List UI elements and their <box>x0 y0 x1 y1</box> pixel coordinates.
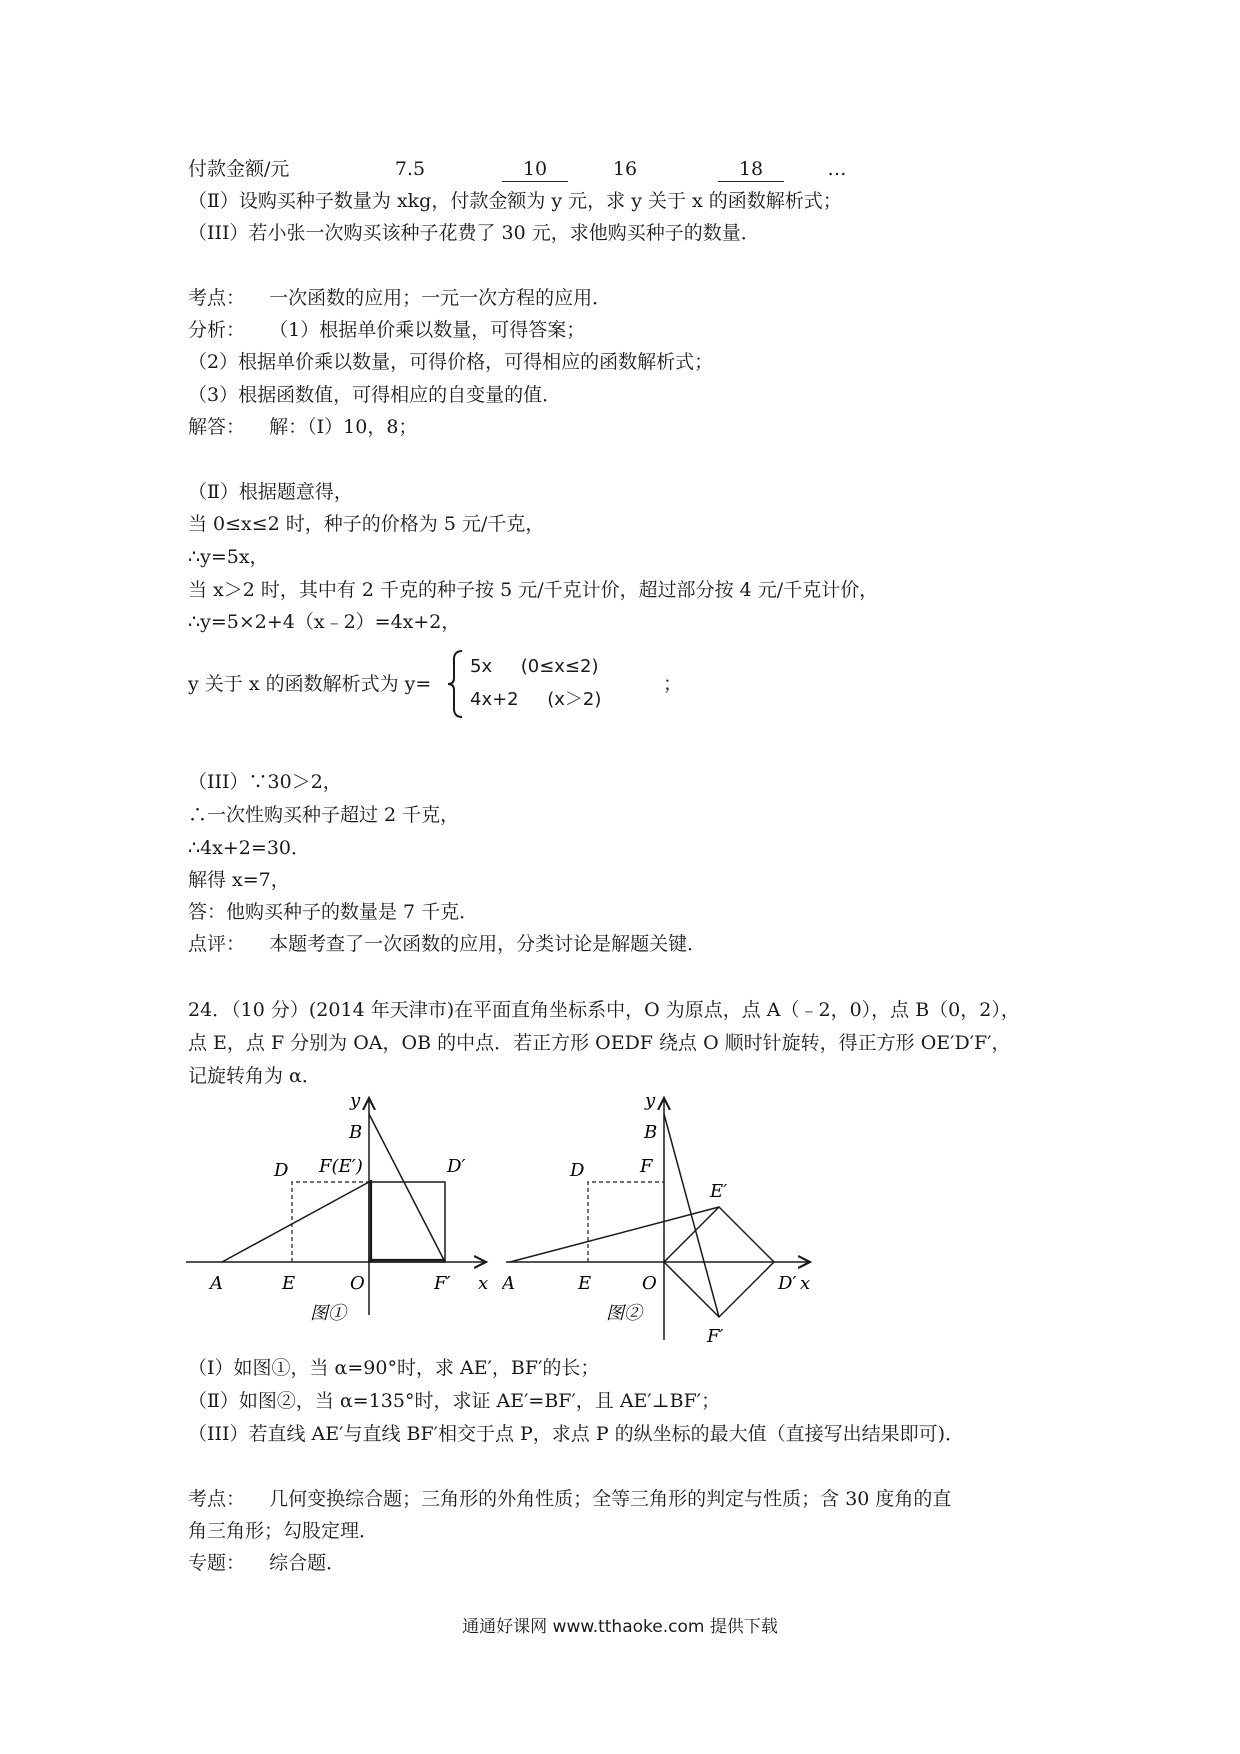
label-f-e-prime: F(E′) <box>319 1156 363 1177</box>
label-a: A <box>502 1273 515 1294</box>
q23-part3: （III）若小张一次购买该种子花费了 30 元，求他购买种子的数量． <box>188 222 760 244</box>
label-a: A <box>210 1273 223 1294</box>
label-f-prime: F′ <box>707 1326 724 1347</box>
q23-fenxi: 分析： （1）根据单价乘以数量，可得答案； <box>188 319 586 341</box>
square-oedf-dashed <box>588 1182 664 1262</box>
table-cell: … <box>827 158 847 180</box>
label-y: y <box>645 1090 656 1111</box>
label-o: O <box>350 1273 365 1294</box>
label-d: D <box>274 1160 289 1181</box>
segment-bf <box>369 1114 445 1262</box>
figure-1 <box>182 1090 502 1330</box>
q23-solution-line: 当 0≤x≤2 时，种子的价格为 5 元/千克， <box>188 513 545 535</box>
q23-fenxi2: （2）根据单价乘以数量，可得价格，可得相应的函数解析式； <box>188 351 714 373</box>
q24-part1: （Ⅰ）如图①，当 α=90°时，求 AE′，BF′的长； <box>188 1357 600 1379</box>
segment-ae <box>222 1182 369 1262</box>
q23-kaodian: 考点： 一次函数的应用；一元一次方程的应用． <box>188 287 612 309</box>
q23-solution-line: （III）∵30＞2， <box>188 771 342 793</box>
label-b: B <box>644 1122 658 1143</box>
label-y: y <box>350 1090 361 1111</box>
figure-2-caption: 图② <box>606 1303 642 1324</box>
q23-solution-line: ∴y=5×2+4（x﹣2）=4x+2， <box>188 611 461 633</box>
q23-solution-line: ∴一次性购买种子超过 2 千克， <box>188 804 460 826</box>
q24-kaodian: 角三角形；勾股定理． <box>188 1520 379 1542</box>
piecewise-semicolon: ； <box>663 673 683 695</box>
q23-dianping: 点评： 本题考查了一次函数的应用，分类讨论是解题关键． <box>188 933 707 955</box>
rotated-square <box>369 1182 445 1262</box>
label-x: x <box>478 1273 489 1294</box>
q24-kaodian: 考点： 几何变换综合题；三角形的外角性质；全等三角形的判定与性质；含 30 度角的直 <box>188 1488 952 1510</box>
q23-solution-line: ∴4x+2=30． <box>188 837 310 859</box>
page-footer: 通通好课网 www.tthaoke.com 提供下载 <box>462 1617 778 1637</box>
q24-part3: （III）若直线 AE′与直线 BF′相交于点 P，求点 P 的纵坐标的最大值（直接写出结果即可)． <box>188 1423 965 1445</box>
table-cell: 18 <box>718 157 784 182</box>
q23-part2: （Ⅱ）设购买种子数量为 xkg，付款金额为 y 元，求 y 关于 x 的函数解析式； <box>188 190 842 212</box>
piecewise-case-1: 5x (0≤x≤2) <box>470 656 599 677</box>
table-row-label: 付款金额/元 <box>188 158 290 180</box>
q23-solution-line: 答：他购买种子的数量是 7 千克． <box>188 901 479 923</box>
label-b: B <box>349 1122 363 1143</box>
q24-zhuanti: 专题： 综合题． <box>188 1552 346 1574</box>
label-d-prime: D′ <box>778 1273 797 1294</box>
label-f: F <box>640 1156 653 1177</box>
label-e-prime: E′ <box>710 1181 728 1202</box>
q23-jieda: 解答： 解：（Ⅰ）10，8； <box>188 416 418 438</box>
piecewise-brace-icon <box>446 648 466 720</box>
table-cell: 16 <box>612 158 638 180</box>
q23-solution-line: ∴y=5x， <box>188 546 269 568</box>
q24-stem: 记旋转角为 α． <box>188 1065 321 1087</box>
label-e: E <box>578 1273 592 1294</box>
label-e: E <box>282 1273 296 1294</box>
q24-stem: 24．（10 分）(2014 年天津市)在平面直角坐标系中，O 为原点，点 A（﹣2，0），点 B（0，2）， <box>188 999 1020 1021</box>
segment-ae-prime <box>510 1207 719 1262</box>
q23-piecewise-lead: y 关于 x 的函数解析式为 y= <box>188 673 432 695</box>
label-d-prime: D′ <box>447 1156 466 1177</box>
table-cell: 10 <box>502 157 568 182</box>
q23-solution-line: 解得 x=7， <box>188 869 290 891</box>
q24-part2: （Ⅱ）如图②，当 α=135°时，求证 AE′=BF′，且 AE′⊥BF′； <box>188 1390 721 1412</box>
figure-2 <box>502 1090 832 1350</box>
q23-solution-line: （Ⅱ）根据题意得， <box>188 481 353 503</box>
figure-1-caption: 图① <box>310 1303 346 1324</box>
q23-solution-line: 当 x＞2 时，其中有 2 千克的种子按 5 元/千克计价，超过部分按 4 元/千克计价， <box>188 579 879 601</box>
label-x: x <box>800 1273 811 1294</box>
label-d: D <box>570 1160 585 1181</box>
q23-fenxi3: （3）根据函数值，可得相应的自变量的值． <box>188 384 562 406</box>
q24-stem: 点 E，点 F 分别为 OA，OB 的中点．若正方形 OEDF 绕点 O 顺时针旋转，得正方形 OE′D′F′， <box>188 1032 1011 1054</box>
label-f-prime: F′ <box>434 1273 451 1294</box>
table-cell: 7.5 <box>394 158 426 180</box>
label-o: O <box>642 1273 657 1294</box>
piecewise-case-2: 4x+2 (x＞2) <box>470 689 602 710</box>
square-oedf-dashed <box>292 1182 369 1262</box>
